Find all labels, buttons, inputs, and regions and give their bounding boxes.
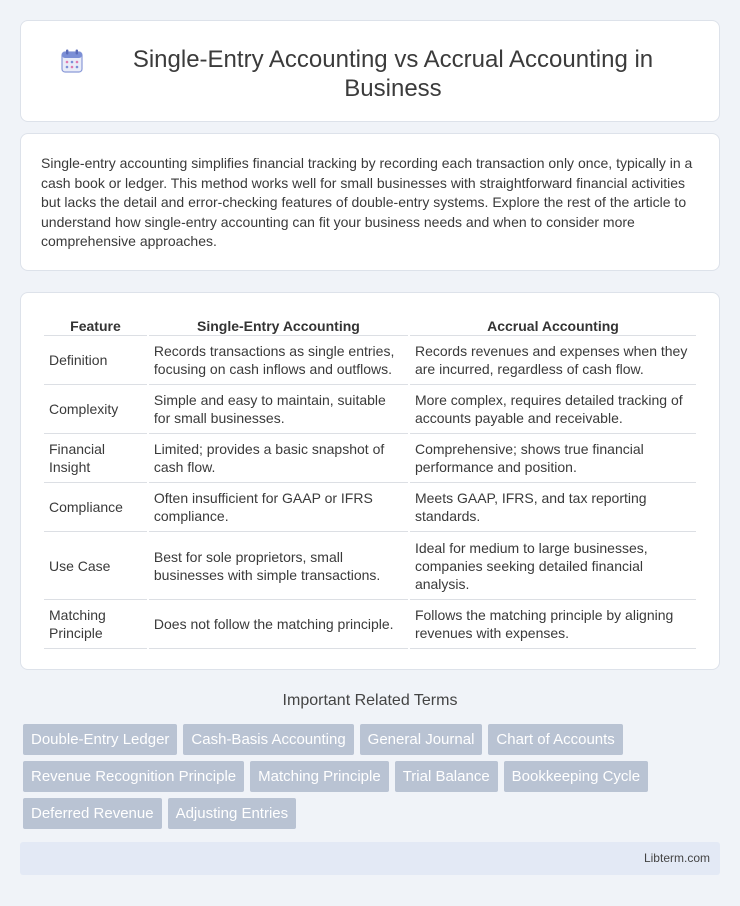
related-term-tag[interactable]: Deferred Revenue bbox=[23, 798, 162, 829]
page-title: Single-Entry Accounting vs Accrual Accounting in Business bbox=[132, 46, 654, 102]
comparison-card bbox=[20, 292, 720, 670]
footer-bar bbox=[20, 842, 720, 875]
table-row bbox=[44, 600, 696, 649]
feature-cell: Complexity bbox=[44, 385, 147, 434]
table-row bbox=[44, 385, 696, 434]
feature-cell: Matching Principle bbox=[44, 600, 147, 649]
header-accrual: Accrual Accounting bbox=[410, 314, 696, 336]
table-row bbox=[44, 434, 696, 483]
table-row bbox=[44, 483, 696, 532]
related-terms-title: Important Related Terms bbox=[282, 692, 458, 709]
related-term-tag[interactable]: Matching Principle bbox=[250, 761, 389, 792]
comparison-table bbox=[42, 314, 698, 649]
single-entry-cell: Records transactions as single entries, focusing on cash inflows and outflows. bbox=[149, 336, 408, 385]
single-entry-cell: Often insufficient for GAAP or IFRS compliance. bbox=[149, 483, 408, 532]
table-row bbox=[44, 532, 696, 600]
feature-cell: Financial Insight bbox=[44, 434, 147, 483]
feature-cell: Use Case bbox=[44, 532, 147, 600]
header-feature: Feature bbox=[44, 314, 147, 336]
related-term-tag[interactable]: Cash-Basis Accounting bbox=[183, 724, 353, 755]
accrual-cell: Comprehensive; shows true financial performance and position. bbox=[410, 434, 696, 483]
accrual-cell: Records revenues and expenses when they are incurred, regardless of cash flow. bbox=[410, 336, 696, 385]
intro-card bbox=[20, 133, 720, 271]
feature-cell: Compliance bbox=[44, 483, 147, 532]
single-entry-cell: Best for sole proprietors, small businesses with simple transactions. bbox=[149, 532, 408, 600]
single-entry-cell: Does not follow the matching principle. bbox=[149, 600, 408, 649]
single-entry-cell: Limited; provides a basic snapshot of cash flow. bbox=[149, 434, 408, 483]
accrual-cell: Follows the matching principle by aligning revenues with expenses. bbox=[410, 600, 696, 649]
single-entry-cell: Simple and easy to maintain, suitable for small businesses. bbox=[149, 385, 408, 434]
accrual-cell: More complex, requires detailed tracking of accounts payable and receivable. bbox=[410, 385, 696, 434]
accrual-cell: Ideal for medium to large businesses, companies seeking detailed financial analysis. bbox=[410, 532, 696, 600]
header-single-entry: Single-Entry Accounting bbox=[149, 314, 408, 336]
related-term-tag[interactable]: General Journal bbox=[360, 724, 483, 755]
accrual-cell: Meets GAAP, IFRS, and tax reporting standards. bbox=[410, 483, 696, 532]
related-term-tag[interactable]: Trial Balance bbox=[395, 761, 498, 792]
table-row bbox=[44, 336, 696, 385]
table-header-row bbox=[44, 314, 696, 336]
related-term-tag[interactable]: Adjusting Entries bbox=[168, 798, 297, 829]
related-term-tag[interactable]: Chart of Accounts bbox=[488, 724, 622, 755]
footer-site-link[interactable]: Libterm.com bbox=[643, 851, 710, 865]
calendar-icon bbox=[61, 49, 83, 73]
header-card bbox=[20, 20, 720, 122]
related-term-tag[interactable]: Revenue Recognition Principle bbox=[23, 761, 244, 792]
related-term-tag[interactable]: Bookkeeping Cycle bbox=[504, 761, 648, 792]
related-terms-list bbox=[23, 724, 713, 835]
related-term-tag[interactable]: Double-Entry Ledger bbox=[23, 724, 177, 755]
feature-cell: Definition bbox=[44, 336, 147, 385]
intro-paragraph: Single-entry accounting simplifies financial tracking by recording each transaction only once, typically in a cash book or ledger. This method works well for small businesses with straightforward financial activities but lacks the detail and error-checking features of double-entry systems. Explore the rest of the article to understand how single-entry accounting can fit your business needs and when to consider more comprehensive approaches. bbox=[41, 155, 693, 249]
